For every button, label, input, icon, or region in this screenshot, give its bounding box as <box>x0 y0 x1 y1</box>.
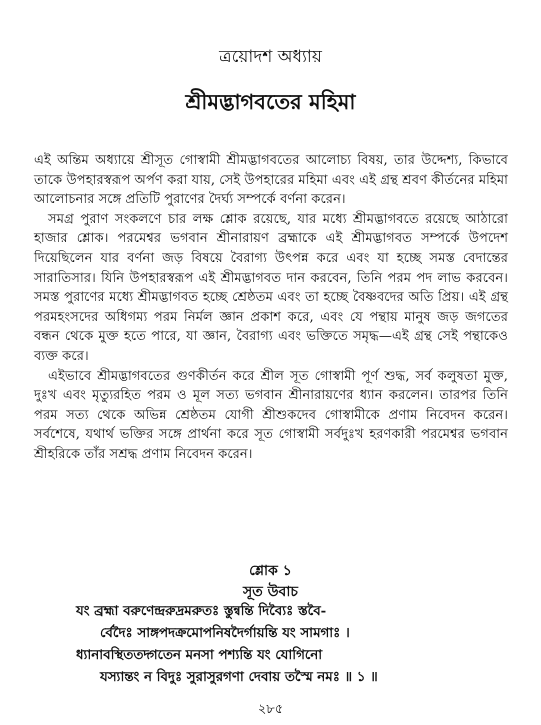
summary-paragraph-2: সমগ্র পুরাণ সংকলণে চার লক্ষ শ্লোক রয়েছে, যার মধ্যে শ্রীমদ্ভাগবতে রয়েছে আঠারো হাজার শ্লোক। পরমেশ্বর ভগবান শ্রীনারায়ণ ব্রহ্মাকে এই শ্রীমদ্ভাগবত সম্পর্কে উপদেশ দিয়েছিলেন যার বর্ণনা জড় বিষয়ে বৈরাগ্য উৎপন্ন করে এবং যা হচ্ছে সমস্ত বেদান্তের সারাতিসার। যিনি উপহারস্বরূপ এই শ্রীমদ্ভাগবত দান করবেন, তিনি পরম পদ লাভ করবেন। সমস্ত পুরাণের মধ্যে শ্রীমদ্ভাগবত হচ্ছে শ্রেষ্ঠতম এবং তা হচ্ছে বৈষ্ণবদের অতি প্রিয়। এই গ্রন্থ পরমহংসদের অধিগম্য পরম নির্মল জ্ঞান প্রকাশ করে, এবং যে পন্থায় মানুষ জড় জগতের বন্ধন থেকে মুক্ত হতে পারে, যা জ্ঞান, বৈরাগ্য এবং ভক্তিতে সমৃদ্ধ—এই গ্রন্থ সেই পন্থাকেও ব্যক্ত করে। <box>34 211 508 364</box>
verse-line-2: র্বেদৈঃ সাঙ্গপদক্রমোপনিষদৈর্গায়ন্তি যং সামগাঃ । <box>100 625 350 641</box>
summary-paragraph-3: এইভাবে শ্রীমদ্ভাগবতের গুণকীর্তন করে শ্রীল সূত গোস্বামী পূর্ণ শুদ্ধ, সর্ব কলুষতা মুক্ত, দুঃখ এবং মৃত্যুরহিত পরম ও মূল সত্য ভগবান শ্রীনারায়ণের ধ্যান করলেন। তারপর তিনি পরম সত্য থেকে অভিন্ন শ্রেষ্ঠতম যোগী শ্রীশুকদেব গোস্বামীকে প্রণাম নিবেদন করেন। সর্বশেষে, যথার্থ ভক্তির সঙ্গে প্রার্থনা করে সূত গোস্বামী সর্বদুঃখ হরণকারী পরমেশ্বর ভগবান শ্রীহরিকে তাঁর সশ্রদ্ধ প্রণাম নিবেদন করেন। <box>34 368 508 462</box>
summary-paragraph-1: এই অন্তিম অধ্যায়ে শ্রীসূত গোস্বামী শ্রীমদ্ভাগবতের আলোচ্য বিষয়, তার উদ্দেশ্য, কিভাবে তাকে উপহারস্বরূপ অর্পণ করা যায়, সেই উপহারের মহিমা এবং এই গ্রন্থ শ্রবণ কীর্তনের মহিমা আলোচনার সঙ্গে প্রতিটি পুরাণের দৈর্ঘ্য সম্পর্কে বর্ণনা করেন। <box>34 153 508 208</box>
chapter-label: ত্রয়োদশ অধ্যায় <box>219 47 322 67</box>
verse-line-1: যং ব্রহ্মা বরুণেন্দ্ররুদ্রমরুতঃ স্তুন্বন্তি দিব্যৈঃ স্তবৈ- <box>76 603 327 619</box>
chapter-summary <box>34 151 508 465</box>
page-number: ২৮৫ <box>257 702 284 717</box>
verse-speaker: সূত উবাচ <box>243 584 298 600</box>
verse-line-3: ধ্যানাবস্থিততদ্গতেন মনসা পশ্যন্তি যং যোগিনো <box>76 647 323 663</box>
verse-line-4: যস্যান্তং ন বিদুঃ সুরাসুরগণা দেবায় তস্মৈ নমঃ ॥ ১ ॥ <box>100 669 378 685</box>
sanskrit-verse <box>40 600 510 688</box>
verse-label: শ্লোক ১ <box>249 563 292 579</box>
chapter-title: শ্রীমদ্ভাগবতের মহিমা <box>185 89 356 114</box>
